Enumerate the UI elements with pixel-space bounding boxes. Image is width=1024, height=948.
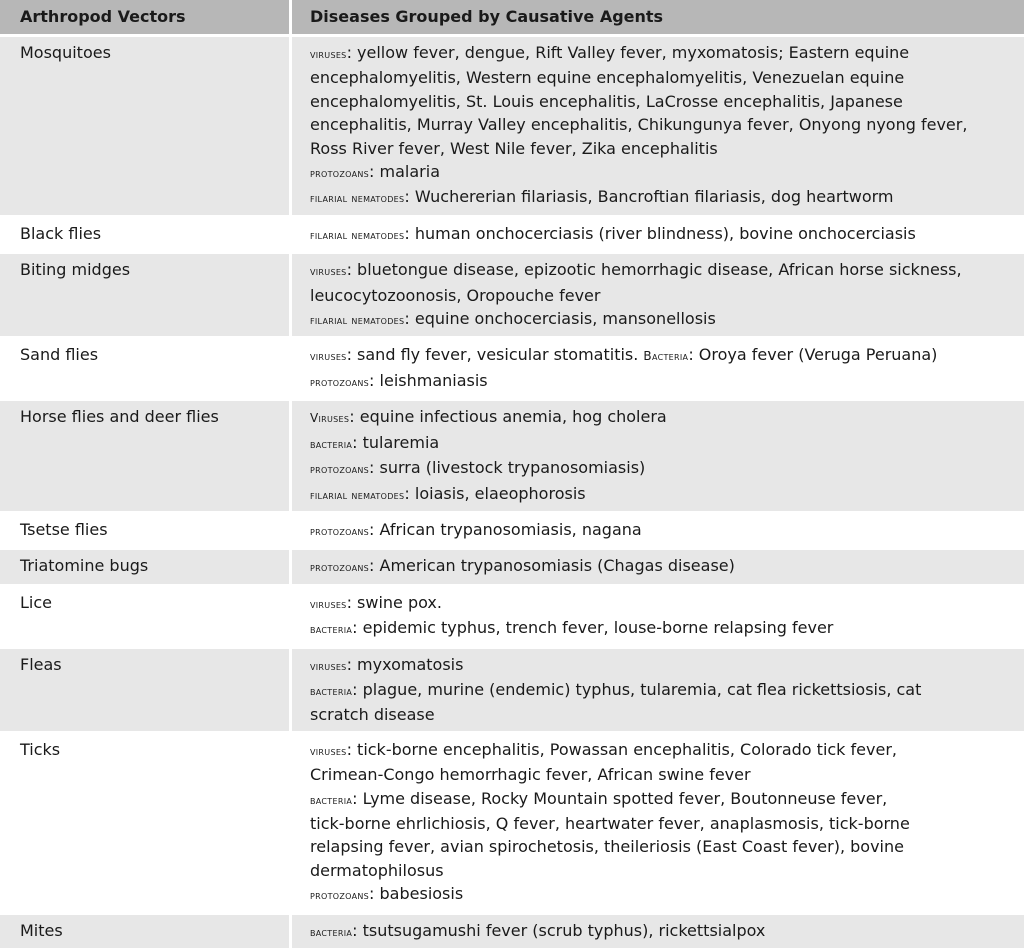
agent-category-label: Bacteria: [643, 349, 689, 364]
disease-line: [310, 738, 1018, 763]
table-row: [0, 912, 1024, 948]
agent-category-label: viruses: [310, 743, 347, 758]
header-row: [0, 0, 1024, 34]
disease-list-text: encephalomyelitis, Western equine encephalomyelitis, Venezuelan equine: [310, 68, 905, 88]
disease-list-text: dermatophilosus: [310, 860, 444, 880]
disease-list-text: : malaria: [369, 162, 440, 182]
table-row: [0, 336, 1024, 398]
table-row: [0, 584, 1024, 646]
disease-list-text: tick-borne ehrlichiosis, Q fever, heartwater fever, anaplasmosis, tick-borne: [310, 813, 910, 833]
diseases-cell: [289, 251, 1024, 336]
agent-category-label: viruses: [310, 47, 347, 61]
disease-list-text: Crimean-Congo hemorrhagic fever, African swine fever: [310, 765, 751, 785]
agent-category-label: bacteria: [310, 622, 353, 637]
disease-line: [310, 137, 1018, 160]
agent-category-label: protozoans: [310, 888, 370, 903]
disease-list-text: encephalomyelitis, St. Louis encephalitis, LaCrosse encephalitis, Japanese: [310, 91, 903, 111]
disease-list-text: : bluetongue disease, epizootic hemorrhagic disease, African horse sickness,: [346, 260, 962, 280]
disease-list-text: : myxomatosis: [346, 654, 464, 674]
disease-line: [310, 405, 1018, 430]
table-body: [0, 34, 1024, 948]
vector-cell: Tsetse flies: [0, 511, 289, 547]
vector-cell: Ticks: [0, 731, 289, 912]
agent-category-label: viruses: [310, 658, 347, 673]
disease-line: [310, 66, 1018, 89]
disease-list-text: : babesiosis: [369, 884, 464, 904]
disease-list-text: : Lyme disease, Rocky Mountain spotted fever, Boutonneuse fever,: [352, 788, 888, 808]
agent-category-label: protozoans: [310, 462, 370, 477]
agent-category-label: protozoans: [310, 523, 370, 538]
disease-line: [310, 518, 1018, 543]
disease-list-text: : tick-borne encephalitis, Powassan encephalitis, Colorado tick fever,: [346, 739, 897, 759]
disease-line: [310, 787, 1018, 812]
disease-line: [310, 113, 1018, 136]
disease-line: [310, 90, 1018, 113]
table-row: [0, 511, 1024, 547]
disease-line: [310, 653, 1018, 678]
disease-line: [310, 554, 1018, 579]
disease-line: [310, 591, 1018, 616]
table-row: [0, 731, 1024, 912]
agent-category-label: viruses: [310, 349, 347, 364]
disease-list-text: : tularemia: [352, 432, 440, 452]
disease-list-text: : sand fly fever, vesicular stomatitis.: [346, 345, 644, 365]
disease-list-text: relapsing fever, avian spirochetosis, theileriosis (East Coast fever), bovine: [310, 837, 904, 857]
disease-line: [310, 616, 1018, 641]
disease-list-text: : human onchocerciasis (river blindness), bovine onchocerciasis: [404, 223, 916, 243]
disease-list-text: Ross River fever, West Nile fever, Zika encephalitis: [310, 138, 718, 158]
disease-line: [310, 835, 1018, 858]
disease-line: [310, 919, 1018, 944]
header-arthropod-vectors: Arthropod Vectors: [0, 0, 289, 34]
agent-category-label: filarial nematodes: [310, 487, 405, 502]
diseases-cell: [289, 398, 1024, 511]
disease-list-text: : Oroya fever (Veruga Peruana): [688, 345, 938, 365]
table-header: [0, 0, 1024, 34]
disease-list-text: encephalitis, Murray Valley encephalitis, Chikungunya fever, Onyong nyong fever,: [310, 115, 968, 135]
diseases-cell: [289, 584, 1024, 646]
table-row: [0, 251, 1024, 336]
disease-line: [310, 859, 1018, 882]
disease-list-text: : loiasis, elaeophorosis: [404, 483, 586, 503]
disease-line: [310, 882, 1018, 907]
disease-line: [310, 703, 1018, 726]
agent-category-label: bacteria: [310, 436, 353, 451]
agent-category-label: Viruses: [310, 411, 350, 426]
vector-cell: Mosquitoes: [0, 34, 289, 215]
diseases-cell: [289, 547, 1024, 583]
vector-cell: Fleas: [0, 646, 289, 731]
table-row: [0, 215, 1024, 251]
disease-list-text: : swine pox.: [346, 592, 442, 612]
diseases-cell: [289, 511, 1024, 547]
vector-cell: Horse flies and deer flies: [0, 398, 289, 511]
disease-list-text: : African trypanosomiasis, nagana: [369, 519, 642, 539]
agent-category-label: protozoans: [310, 166, 370, 181]
vector-cell: Mites: [0, 912, 289, 948]
disease-line: [310, 678, 1018, 703]
table-row: [0, 646, 1024, 731]
diseases-cell: [289, 34, 1024, 215]
diseases-cell: [289, 731, 1024, 912]
disease-line: [310, 185, 1018, 210]
disease-line: [310, 763, 1018, 786]
disease-list-text: : tsutsugamushi fever (scrub typhus), rickettsialpox: [352, 920, 766, 940]
disease-list-text: : leishmaniasis: [369, 370, 488, 390]
disease-list-text: leucocytozoonosis, Oropouche fever: [310, 285, 601, 305]
disease-line: [310, 812, 1018, 835]
disease-line: [310, 41, 1018, 66]
agent-category-label: bacteria: [310, 924, 353, 939]
diseases-cell: [289, 912, 1024, 948]
agent-category-label: bacteria: [310, 683, 353, 698]
disease-line: [310, 482, 1018, 507]
disease-list-text: : Wuchererian filariasis, Bancroftian filariasis, dog heartworm: [404, 187, 894, 207]
agent-category-label: viruses: [310, 264, 347, 279]
vector-cell: Sand flies: [0, 336, 289, 398]
disease-list-text: : equine infectious anemia, hog cholera: [349, 407, 667, 427]
disease-line: [310, 343, 1018, 368]
disease-list-text: : plague, murine (endemic) typhus, tularemia, cat flea rickettsiosis, cat: [352, 679, 922, 699]
vector-cell: Black flies: [0, 215, 289, 251]
disease-list-text: : equine onchocerciasis, mansonellosis: [404, 309, 716, 329]
disease-list-text: : American trypanosomiasis (Chagas disease): [369, 556, 735, 576]
vector-cell: Triatomine bugs: [0, 547, 289, 583]
disease-line: [310, 369, 1018, 394]
agent-category-label: protozoans: [310, 374, 370, 389]
agent-category-label: filarial nematodes: [310, 313, 405, 328]
header-diseases: Diseases Grouped by Causative Agents: [289, 0, 1024, 34]
agent-category-label: filarial nematodes: [310, 191, 405, 206]
diseases-cell: [289, 646, 1024, 731]
diseases-cell: [289, 336, 1024, 398]
table-row: [0, 398, 1024, 511]
disease-line: [310, 222, 1018, 247]
disease-line: [310, 284, 1018, 307]
table-row: [0, 34, 1024, 215]
disease-line: [310, 160, 1018, 185]
disease-line: [310, 431, 1018, 456]
vector-cell: Lice: [0, 584, 289, 646]
diseases-cell: [289, 215, 1024, 251]
agent-category-label: bacteria: [310, 792, 353, 807]
table-row: [0, 547, 1024, 583]
disease-list-text: : epidemic typhus, trench fever, louse-borne relapsing fever: [352, 618, 834, 638]
agent-category-label: viruses: [310, 596, 347, 611]
disease-list-text: : surra (livestock trypanosomiasis): [369, 458, 646, 478]
agent-category-label: filarial nematodes: [310, 227, 405, 242]
disease-list-text: : yellow fever, dengue, Rift Valley fever, myxomatosis; Eastern equine: [346, 43, 910, 62]
disease-line: [310, 307, 1018, 332]
disease-line: [310, 456, 1018, 481]
disease-line: [310, 258, 1018, 283]
disease-list-text: scratch disease: [310, 705, 435, 725]
vector-cell: Biting midges: [0, 251, 289, 336]
agent-category-label: protozoans: [310, 560, 370, 575]
